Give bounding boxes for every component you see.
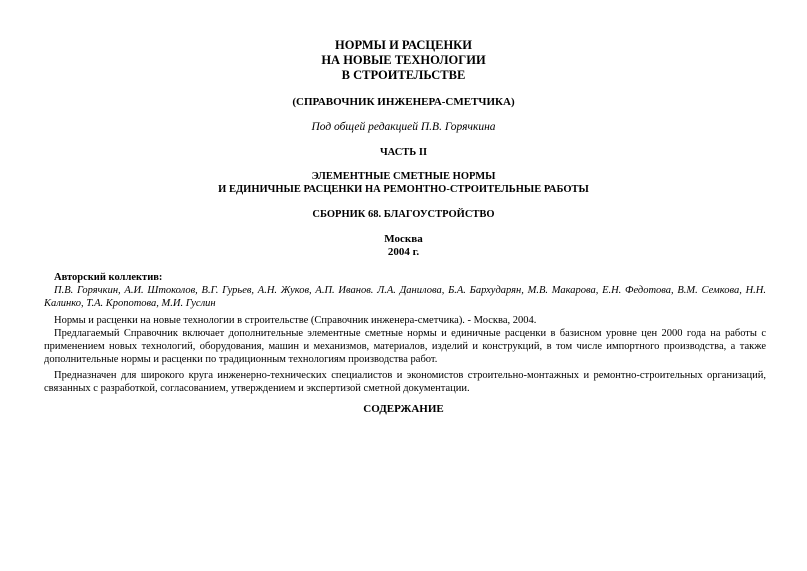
document-title bbox=[0, 38, 807, 83]
audience-paragraph: Предназначен для широкого круга инженерно-технических специалистов и экономистов строительно-монтажных и ремонтно-строительных организаций, связанных с разработкой, согласованием, утверждением и экспертизой сметной документации. bbox=[44, 370, 766, 394]
authors-list: П.В. Горячкин, А.И. Штоколов, В.Г. Гурьев, А.Н. Жуков, А.П. Иванов. Л.А. Данилова, Б.А. Бархударян, М.В. Макарова, Е.Н. Федотова, В.М. Семкова, Н.Н. Калинко, Т.А. Кропотова, М.И. Гуслин bbox=[44, 285, 766, 309]
description-paragraph: Предлагаемый Справочник включает дополнительные элементные сметные нормы и единичные расценки в базисном уровне цен 2000 года на работы с применением новых технологий, оборудования, машин и механизмов, материалов, изделий и конструкций, в том числе импортного производства, а также дополнительные нормы и расценки по традиционным технологиям производства работ. bbox=[44, 328, 766, 365]
publication-place bbox=[0, 233, 807, 259]
title-line-1: НОРМЫ И РАСЦЕНКИ bbox=[335, 38, 472, 52]
editor-line: Под общей редакцией П.В. Горячкина bbox=[311, 121, 496, 133]
title-line-3: В СТРОИТЕЛЬСТВЕ bbox=[341, 68, 466, 82]
part-heading: ЧАСТЬ II bbox=[379, 147, 428, 158]
authors-heading: Авторский коллектив: bbox=[54, 272, 163, 283]
norms-line-2: И ЕДИНИЧНЫЕ РАСЦЕНКИ НА РЕМОНТНО-СТРОИТЕЛЬНЫЕ РАБОТЫ bbox=[218, 184, 589, 195]
city: Москва bbox=[384, 233, 423, 245]
norms-heading bbox=[0, 170, 807, 196]
citation-paragraph: Нормы и расценки на новые технологии в строительстве (Справочник инженера-сметчика). - Москва, 2004. bbox=[54, 315, 537, 326]
collection-heading: СБОРНИК 68. БЛАГОУСТРОЙСТВО bbox=[312, 209, 495, 220]
document-subtitle: (СПРАВОЧНИК ИНЖЕНЕРА-СМЕТЧИКА) bbox=[292, 96, 515, 108]
norms-line-1: ЭЛЕМЕНТНЫЕ СМЕТНЫЕ НОРМЫ bbox=[311, 171, 496, 182]
year: 2004 г. bbox=[387, 246, 420, 258]
title-line-2: НА НОВЫЕ ТЕХНОЛОГИИ bbox=[321, 53, 486, 67]
contents-heading: СОДЕРЖАНИЕ bbox=[363, 403, 444, 415]
